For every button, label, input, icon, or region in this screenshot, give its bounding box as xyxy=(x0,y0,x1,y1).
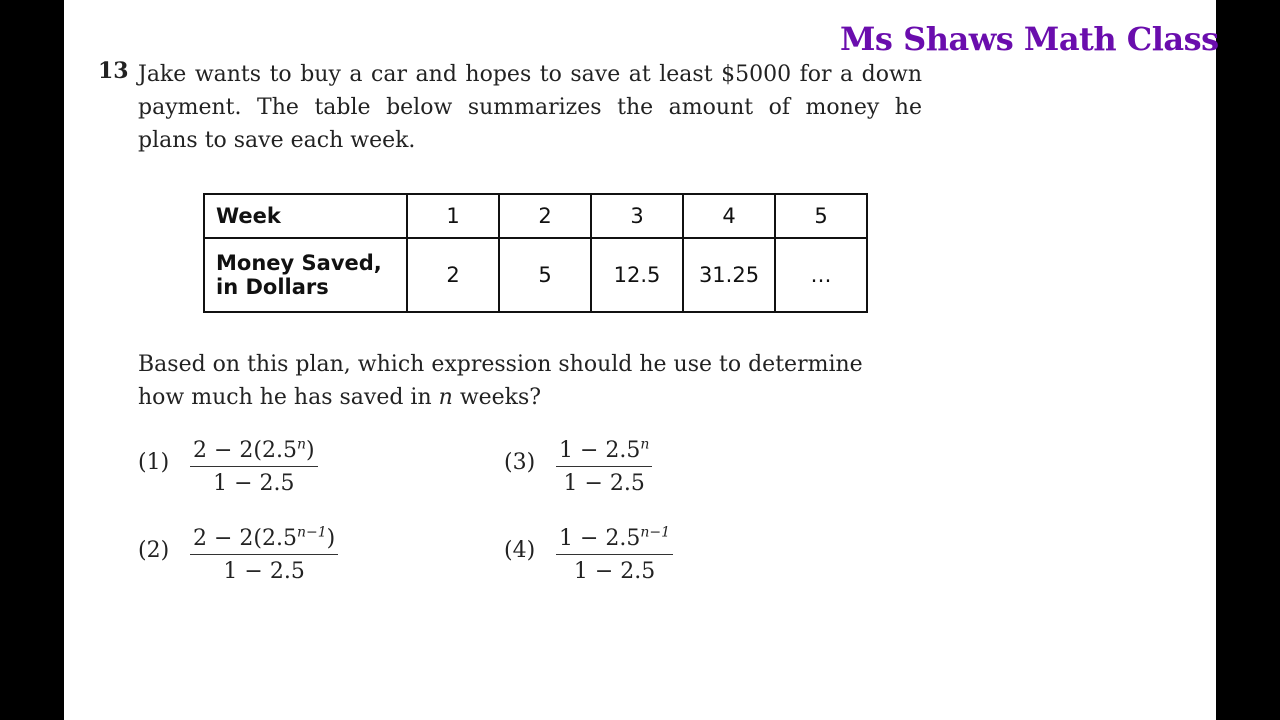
choice-fraction xyxy=(556,526,673,584)
fraction-numerator: $2 - 2(2.5^{n-1})$ xyxy=(190,526,338,555)
question-prompt xyxy=(138,348,922,414)
choice-label: (1) xyxy=(138,450,170,475)
money-header-line2: in Dollars xyxy=(216,275,329,299)
stem-line: plans to save each week. xyxy=(138,128,416,153)
choice-fraction xyxy=(190,526,338,584)
week-header: Week xyxy=(204,194,407,238)
choice-label: (4) xyxy=(504,538,536,563)
stem-line: payment. The table below summarizes the amount of money he xyxy=(138,95,922,120)
fraction-denominator: 1 − 2.5 xyxy=(563,471,645,496)
money-cell: 5 xyxy=(499,238,591,312)
fraction-denominator: 1 − 2.5 xyxy=(223,559,305,584)
table-row-money xyxy=(204,238,867,312)
money-cell: 31.25 xyxy=(683,238,775,312)
money-header xyxy=(204,238,407,312)
prompt-variable: n xyxy=(438,385,453,410)
prompt-line2-pre: how much he has saved in xyxy=(138,385,432,410)
table-row-week xyxy=(204,194,867,238)
week-cell: 4 xyxy=(683,194,775,238)
money-cell: 12.5 xyxy=(591,238,683,312)
money-cell: 2 xyxy=(407,238,499,312)
watermark: Ms Shaws Math Class xyxy=(840,20,1219,58)
week-cell: 3 xyxy=(591,194,683,238)
prompt-line2-post: weeks? xyxy=(459,385,542,410)
fraction-numerator: $2 - 2(2.5^n)$ xyxy=(190,438,318,467)
choice-label: (3) xyxy=(504,450,536,475)
choice-fraction xyxy=(556,438,652,496)
choice-fraction xyxy=(190,438,318,496)
savings-table xyxy=(203,193,868,313)
money-header-line1: Money Saved, xyxy=(216,251,382,275)
fraction-denominator: 1 − 2.5 xyxy=(573,559,656,584)
question-number: 13 xyxy=(98,58,129,84)
money-cell: … xyxy=(775,238,867,312)
fraction-numerator: $1 - 2.5^{n-1}$ xyxy=(556,526,673,555)
stem-line: Jake wants to buy a car and hopes to save at least $5000 for a down xyxy=(138,62,922,87)
fraction-denominator: 1 − 2.5 xyxy=(213,471,295,496)
choice-label: (2) xyxy=(138,538,170,563)
week-cell: 1 xyxy=(407,194,499,238)
prompt-line1: Based on this plan, which expression should he use to determine xyxy=(138,352,863,377)
question-stem xyxy=(138,58,922,157)
week-cell: 5 xyxy=(775,194,867,238)
week-cell: 2 xyxy=(499,194,591,238)
fraction-numerator: $1 - 2.5^n$ xyxy=(556,438,652,467)
